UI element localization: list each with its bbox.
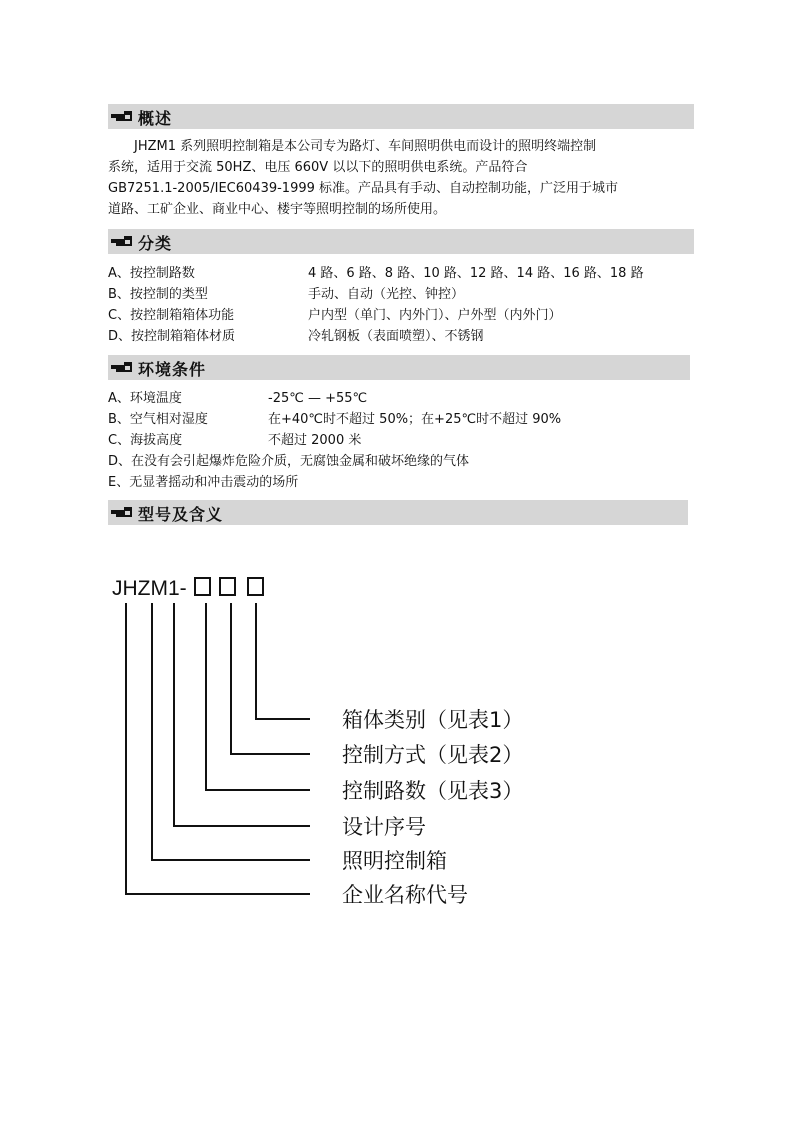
classification-label: C、按控制箱箱体功能 [108, 308, 235, 323]
classification-value: 手动、自动（光控、钟控） [308, 287, 465, 302]
environment-label: C、海拔高度 [108, 433, 183, 448]
code-placeholder-box-3 [248, 578, 263, 595]
classification-label: B、按控制的类型 [108, 287, 208, 302]
connector-line [174, 603, 310, 826]
connector-line [126, 603, 310, 894]
environment-value: -25℃ — +55℃ [268, 391, 368, 406]
environment-label: E、无显著摇动和冲击震动的场所 [108, 475, 299, 490]
classification-value: 户内型（单门、内外门）、户外型（内外门） [308, 308, 562, 323]
classification-label: D、按控制箱箱体材质 [108, 329, 236, 344]
code-placeholder-box-2 [220, 578, 235, 595]
model-code-prefix: JHZM1- [112, 577, 187, 600]
environment-label: D、在没有会引起爆炸危险介质，无腐蚀金属和破坏绝缘的气体 [108, 454, 470, 469]
model-label-design-number: 设计序号 [342, 815, 426, 839]
overview-line: GB7251.1-2005/IEC60439-1999 标准。产品具有手动、自动控制功能，广泛用于城市 [108, 181, 619, 196]
environment-label: B、空气相对湿度 [108, 412, 208, 427]
classification-label: A、按控制路数 [108, 266, 195, 281]
environment-label: A、环境温度 [108, 391, 182, 406]
overview-line: JHZM1 系列照明控制箱是本公司专为路灯、车间照明供电而设计的照明终端控制 [134, 139, 597, 154]
connector-line [231, 603, 310, 754]
classification-value: 冷轧钢板（表面喷塑）、不锈钢 [308, 329, 484, 344]
model-label-lighting-box: 照明控制箱 [342, 849, 447, 873]
section-title: 型号及含义 [138, 505, 224, 524]
environment-value: 在+40℃时不超过 50%；在+25℃时不超过 90% [268, 412, 562, 427]
model-label-circuit-count: 控制路数（见表3） [342, 779, 524, 803]
model-label-company-code: 企业名称代号 [342, 883, 468, 907]
overview-line: 道路、工矿企业、商业中心、楼宇等照明控制的场所使用。 [108, 202, 447, 217]
section-title: 环境条件 [138, 360, 207, 379]
environment-value: 不超过 2000 米 [268, 433, 362, 448]
connector-line [256, 603, 310, 719]
section-title: 概述 [138, 109, 173, 128]
model-label-box-type: 箱体类别（见表1） [342, 708, 524, 732]
connector-line [206, 603, 310, 790]
overview-line: 系统，适用于交流 50HZ、电压 660V 以以下的照明供电系统。产品符合 [108, 160, 528, 175]
code-placeholder-box-1 [195, 578, 210, 595]
classification-value: 4 路、6 路、8 路、10 路、12 路、14 路、16 路、18 路 [308, 266, 644, 281]
section-title: 分类 [138, 234, 173, 253]
model-label-control-mode: 控制方式（见表2） [342, 743, 524, 767]
